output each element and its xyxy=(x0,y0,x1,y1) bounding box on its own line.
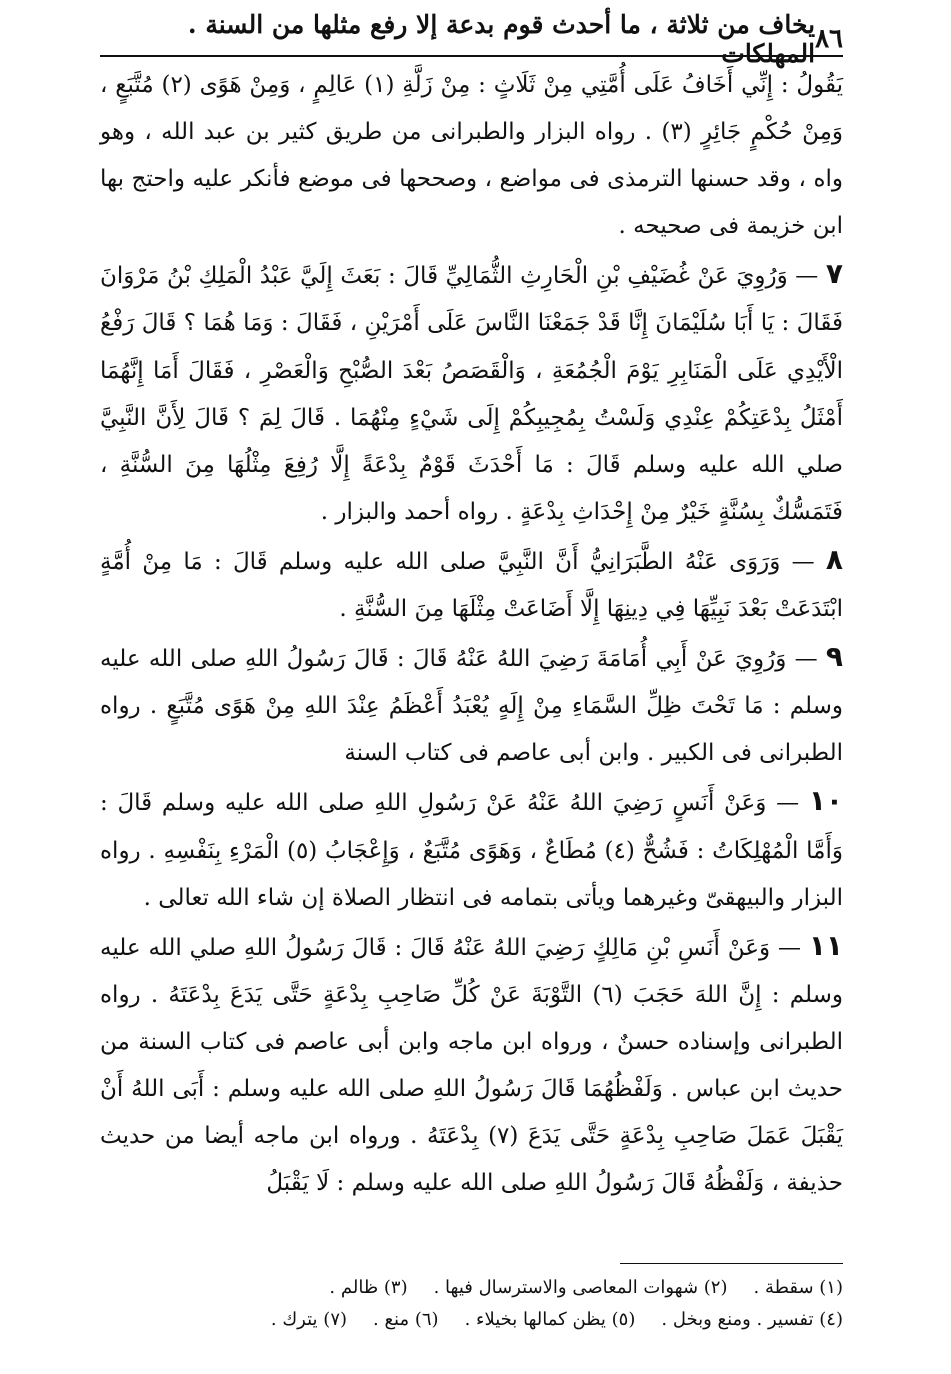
paragraph xyxy=(100,62,843,250)
paragraph: ٩ — وَرُوِيَ عَنْ أَبِي أُمَامَةَ رَضِيَ اللهُ عَنْهُ قَالَ : قَالَ رَسُولُ اللهِ صلى الله عليه وسلم : مَا تَحْتَ ظِلِّ السَّمَاءِ مِنْ إِلَهٍ يُعْبَدُ أَعْظَمُ عِنْدَ اللهِ مِنْ هَوًى مُتَّبَعٍ . رواه الطبرانى فى الكبير . وابن أبى عاصم فى كتاب السنة xyxy=(100,640,844,767)
paragraph-text: وَرَوَى عَنْهُ الطَّبَرَانِيُّ أَنَّ النَّبِيَّ صلى الله عليه وسلم قَالَ : مَا مِنْ أُمَّةٍ ابْتَدَعَتْ بَعْدَ نَبِيِّهَا فِي دِينِهَا إِلَّا أَضَاعَتْ مِثْلَهَا مِنَ السُّنَّةِ . xyxy=(100,548,843,623)
running-title: يخاف من ثلاثة ، ما أحدث قوم بدعة إلا رفع مثلها من السنة . المهلكات xyxy=(187,10,816,68)
paragraph-text: وَعَنْ أَنَسِ بْنِ مَالِكٍ رَضِيَ اللهُ عَنْهُ قَالَ : قَالَ رَسُولُ اللهِ صلي الله عليه وسلم : إِنَّ اللهَ حَجَبَ (٦) التَّوْبَةَ عَنْ كُلِّ صَاحِبِ بِدْعَةٍ حَتَّى يَدَعَ بِدْعَتَهُ . رواه الطبرانى وإسناده حسنٌ ، ورواه ابن ماجه وابن أبى عاصم فى كتاب السنة من حديث ابن عباس . وَلَفْظُهُمَا قَالَ رَسُولُ اللهِ صلى الله عليه وسلم : أَبَى اللهُ أَنْ يَقْبَلَ عَمَلَ صَاحِبِ بِدْعَةٍ حَتَّى يَدَعَ (٧) بِدْعَتَهُ . ورواه ابن ماجه أيضا من حديث حذيفة ، وَلَفْظُهُ قَالَ رَسُولُ اللهِ صلى الله عليه وسلم : لَا يَقْبَلُ xyxy=(100,934,843,1197)
paragraph: ١٠ — وَعَنْ أَنَسٍ رَضِيَ اللهُ عَنْهُ عَنْ رَسُولِ اللهِ صلى الله عليه وسلم قَالَ : وَأَمَّا الْمُهْلِكَاتُ : فَشُحٌّ (٤) مُطَاعٌ ، وَهَوًى مُتَّبَعٌ ، وَإِعْجَابُ (٥) الْمَرْءِ بِنَفْسِهِ . رواه البزار والبيهقىّ وغيرهما ويأتى بتمامه فى انتظار الصلاة إن شاء الله تعالى . xyxy=(100,784,844,911)
header-rule xyxy=(100,55,843,57)
footnote: (٧) يترك . xyxy=(270,1309,348,1330)
paragraph: ٧ — وَرُوِيَ عَنْ غُضَيْفِ بْنِ الْحَارِثِ الثُّمَالِيِّ قَالَ : بَعَثَ إِلَيَّ عَبْدُ الْمَلِكِ بْنُ مَرْوَانَ فَقَالَ : يَا أَبَا سُلَيْمَانَ إِنَّا قَدْ جَمَعْنَا النَّاسَ عَلَى أَمْرَيْنِ ، فَقَالَ : وَمَا هُمَا ؟ قَالَ رَفْعُ الْأَيْدِي عَلَى الْمَنَابِرِ يَوْمَ الْجُمُعَةِ ، وَالْقَصَصُ بَعْدَ الصُّبْحِ وَالْعَصْرِ ، فَقَالَ أَمَا إِنَّهُمَا أَمْثَلُ بِدْعَتِكُمْ عِنْدِي وَلَسْتُ بِمُجِيبِكُمْ إِلَى شَيْءٍ مِنْهُمَا . قَالَ لِمَ ؟ قَالَ لِأَنَّ النَّبِيَّ صلي الله عليه وسلم قَالَ : مَا أَحْدَثَ قَوْمٌ بِدْعَةً إِلَّا رُفِعَ مِثْلُهَا مِنَ السُّنَّةِ ، فَتَمَسُّكٌ بِسُنَّةٍ خَيْرٌ مِنْ إِحْدَاثِ بِدْعَةٍ . رواه أحمد والبزار . xyxy=(100,257,844,525)
paragraph: ٨ — وَرَوَى عَنْهُ الطَّبَرَانِيُّ أَنَّ النَّبِيَّ صلى الله عليه وسلم قَالَ : مَا مِنْ أُمَّةٍ ابْتَدَعَتْ بَعْدَ نَبِيِّهَا فِي دِينِهَا إِلَّا أَضَاعَتْ مِثْلَهَا مِنَ السُّنَّةِ . xyxy=(100,542,844,623)
footnotes xyxy=(100,1272,843,1336)
footnote: (٤) تفسير . ومنع وبخل . xyxy=(661,1309,843,1330)
hadith-number: ٧ xyxy=(825,257,844,291)
main-text xyxy=(100,62,843,1207)
paragraph-text: يَقُولُ : إِنِّي أَخَافُ عَلَى أُمَّتِي مِنْ ثَلَاثٍ : مِنْ زَلَّةِ (١) عَالِمٍ ، وَمِنْ هَوًى (٢) مُتَّبَعٍ ، وَمِنْ حُكْمٍ جَائِرٍ (٣) . رواه البزار والطبرانى من طريق كثير بن عبد الله ، وهو واه ، وقد حسنها الترمذى فى مواضع ، وصححها فى موضع فأنكر عليه واحتج بها ابن خزيمة فى صحيحه . xyxy=(100,72,844,240)
hadith-number: ١٠ xyxy=(808,784,844,818)
footnote: (٣) ظالم . xyxy=(329,1277,408,1298)
hadith-number: ٨ xyxy=(825,542,844,576)
footnote-line xyxy=(100,1304,843,1336)
paragraph-text: وَرُوِيَ عَنْ أَبِي أُمَامَةَ رَضِيَ اللهُ عَنْهُ قَالَ : قَالَ رَسُولُ اللهِ صلى الله عليه وسلم : مَا تَحْتَ ظِلِّ السَّمَاءِ مِنْ إِلَهٍ يُعْبَدُ أَعْظَمُ عِنْدَ اللهِ مِنْ هَوًى مُتَّبَعٍ . رواه الطبرانى فى الكبير . وابن أبى عاصم فى كتاب السنة xyxy=(100,646,843,767)
paragraph: ١١ — وَعَنْ أَنَسِ بْنِ مَالِكٍ رَضِيَ اللهُ عَنْهُ قَالَ : قَالَ رَسُولُ اللهِ صلي الله عليه وسلم : إِنَّ اللهَ حَجَبَ (٦) التَّوْبَةَ عَنْ كُلِّ صَاحِبِ بِدْعَةٍ حَتَّى يَدَعَ بِدْعَتَهُ . رواه الطبرانى وإسناده حسنٌ ، ورواه ابن ماجه وابن أبى عاصم فى كتاب السنة من حديث ابن عباس . وَلَفْظُهُمَا قَالَ رَسُولُ اللهِ صلى الله عليه وسلم : أَبَى اللهُ أَنْ يَقْبَلَ عَمَلَ صَاحِبِ بِدْعَةٍ حَتَّى يَدَعَ (٧) بِدْعَتَهُ . ورواه ابن ماجه أيضا من حديث حذيفة ، وَلَفْظُهُ قَالَ رَسُولُ اللهِ صلى الله عليه وسلم : لَا يَقْبَلُ xyxy=(100,928,844,1197)
page-number: ٨٦ xyxy=(815,24,843,54)
footnote-line xyxy=(100,1272,843,1304)
paragraph-text: وَعَنْ أَنَسٍ رَضِيَ اللهُ عَنْهُ عَنْ رَسُولِ اللهِ صلى الله عليه وسلم قَالَ : وَأَمَّا الْمُهْلِكَاتُ : فَشُحٌّ (٤) مُطَاعٌ ، وَهَوًى مُتَّبَعٌ ، وَإِعْجَابُ (٥) الْمَرْءِ بِنَفْسِهِ . رواه البزار والبيهقىّ وغيرهما ويأتى بتمامه فى انتظار الصلاة إن شاء الله تعالى . xyxy=(100,790,843,911)
footnote: (٥) يظن كمالها بخيلاء . xyxy=(464,1309,636,1330)
hadith-number: ١١ xyxy=(808,928,844,962)
footnote-rule xyxy=(620,1263,843,1264)
footnote: (١) سقطة . xyxy=(753,1277,843,1298)
footnote: (٦) منع . xyxy=(373,1309,439,1330)
hadith-number: ٩ xyxy=(825,640,844,674)
paragraph-text: وَرُوِيَ عَنْ غُضَيْفِ بْنِ الْحَارِثِ الثُّمَالِيِّ قَالَ : بَعَثَ إِلَيَّ عَبْدُ الْمَلِكِ بْنُ مَرْوَانَ فَقَالَ : يَا أَبَا سُلَيْمَانَ إِنَّا قَدْ جَمَعْنَا النَّاسَ عَلَى أَمْرَيْنِ ، فَقَالَ : وَمَا هُمَا ؟ قَالَ رَفْعُ الْأَيْدِي عَلَى الْمَنَابِرِ يَوْمَ الْجُمُعَةِ ، وَالْقَصَصُ بَعْدَ الصُّبْحِ وَالْعَصْرِ ، فَقَالَ أَمَا إِنَّهُمَا أَمْثَلُ بِدْعَتِكُمْ عِنْدِي وَلَسْتُ بِمُجِيبِكُمْ إِلَى شَيْءٍ مِنْهُمَا . قَالَ لِمَ ؟ قَالَ لِأَنَّ النَّبِيَّ صلي الله عليه وسلم قَالَ : مَا أَحْدَثَ قَوْمٌ بِدْعَةً إِلَّا رُفِعَ مِثْلُهَا مِنَ السُّنَّةِ ، فَتَمَسُّكٌ بِسُنَّةٍ خَيْرٌ مِنْ إِحْدَاثِ بِدْعَةٍ . رواه أحمد والبزار . xyxy=(100,263,843,525)
footnote: (٢) شهوات المعاصى والاسترسال فيها . xyxy=(433,1277,728,1298)
page-header xyxy=(100,10,843,68)
